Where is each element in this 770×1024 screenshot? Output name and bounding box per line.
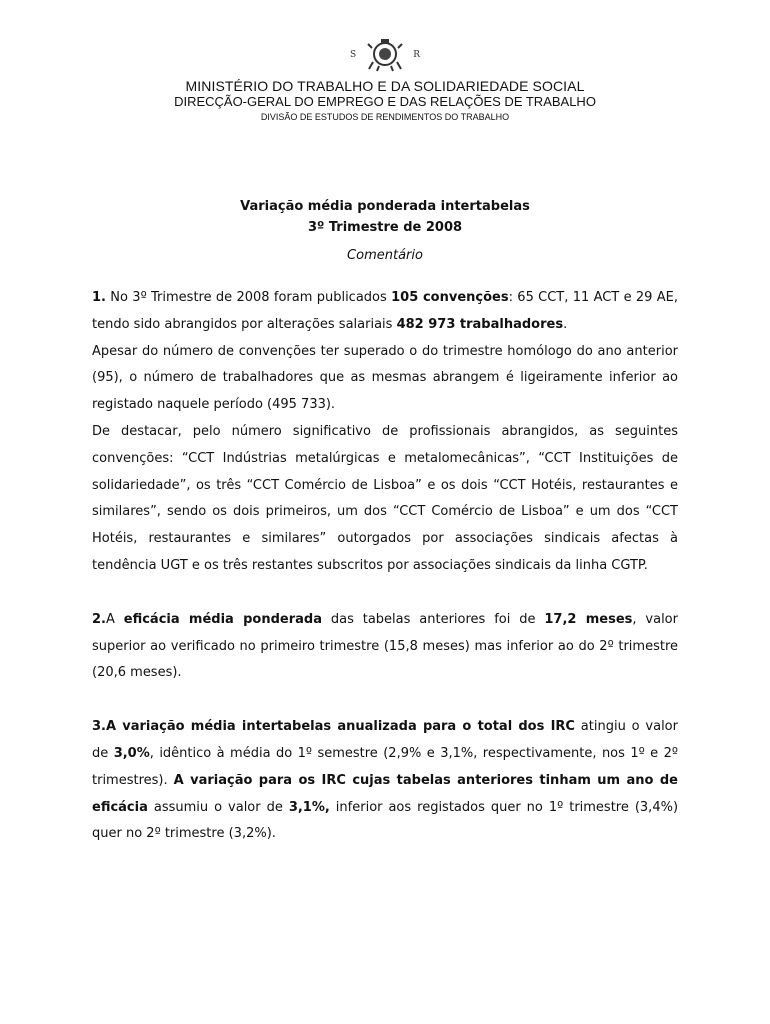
weighted-efficacy-label: eficácia média ponderada	[123, 611, 322, 627]
document-subtitle: Comentário	[347, 248, 423, 263]
section-1-number: 1.	[92, 290, 106, 305]
text-run: das tabelas anteriores foi de	[321, 611, 545, 627]
section-1-paragraph-3: De destacar, pelo número significativo de profissionais abrangidos, as seguintes convenções: “CCT Indústrias metalúrgicas e metalomecânicas”, “CCT Instituições de solidariedade”, os três “CCT Comércio de Lisboa” e os dois “CCT Hotéis, restaurantes e similares”, sendo os dois primeiros, um dos “CCT Comércio de Lisboa” e um dos “CCT Hotéis, restaurantes e similares” outorgados por associações sindicais afectas à tendência UGT e os três restantes subscritos por associações sindicais da linha CGTP.	[92, 423, 678, 573]
text-run: , idêntico à média do 1º semestre (2,9% e 3,1%, respectivamente, nos 1º e 2º trimestres).	[92, 745, 678, 788]
ministry-name: MINISTÉRIO DO TRABALHO E DA SOLIDARIEDADE SOCIAL	[185, 78, 585, 94]
text-run: assumiu o valor de	[147, 799, 289, 815]
workers-count: 482 973 trabalhadores	[396, 316, 564, 332]
text-run: , valor superior ao verificado no primeiro trimestre (15,8 meses) mas inferior ao do 2º trimestre (20,6 meses).	[92, 611, 678, 681]
section-2-paragraph	[92, 607, 678, 687]
text-run: A	[105, 611, 124, 627]
text-run: atingiu o valor de	[92, 719, 678, 761]
section-1-paragraph-2: Apesar do número de convenções ter superado o do trimestre homólogo do ano anterior (95), o número de trabalhadores que as mesmas abrangem é ligeiramente inferior ao registado naquele período (495 733).	[92, 343, 678, 413]
variation-total-value: 3,0%	[113, 745, 150, 761]
document-title: Variação média ponderada intertabelas	[240, 199, 530, 214]
emblem-letter-left: S	[350, 50, 357, 60]
document-period: 3º Trimestre de 2008	[307, 220, 463, 235]
section-3-heading: 3.A variação média intertabelas anualizada para o total dos IRC	[92, 719, 575, 735]
emblem-letter-right: R	[413, 50, 420, 60]
section-1-paragraph-1	[92, 285, 678, 339]
document-body	[92, 285, 678, 848]
document-header	[0, 38, 770, 123]
government-emblem	[340, 38, 430, 72]
coat-of-arms-icon	[367, 38, 403, 72]
text-run: : 65 CCT, 11 ACT e 29 AE, tendo sido abrangidos por alterações salariais	[92, 290, 678, 332]
text-run: .	[563, 316, 568, 332]
section-3-paragraph	[92, 714, 678, 848]
efficacy-value: 17,2 meses	[544, 611, 633, 627]
variation-one-year-value: 3,1%,	[288, 799, 330, 815]
document-titles	[0, 196, 770, 265]
conventions-count: 105 convenções	[391, 290, 509, 305]
text-run: No 3º Trimestre de 2008 foram publicados	[105, 290, 392, 305]
text-run: inferior aos registados quer no 1º trimestre (3,4%) quer no 2º trimestre (3,2%).	[92, 799, 679, 842]
directorate-name: DIRECÇÃO-GERAL DO EMPREGO E DAS RELAÇÕES DE TRABALHO	[174, 94, 596, 109]
section-2-number: 2.	[92, 611, 106, 627]
variation-one-year-label: A variação para os IRC cujas tabelas anteriores tinham um ano de eficácia	[92, 772, 678, 815]
division-name: DIVISÃO DE ESTUDOS DE RENDIMENTOS DO TRABALHO	[260, 112, 510, 122]
